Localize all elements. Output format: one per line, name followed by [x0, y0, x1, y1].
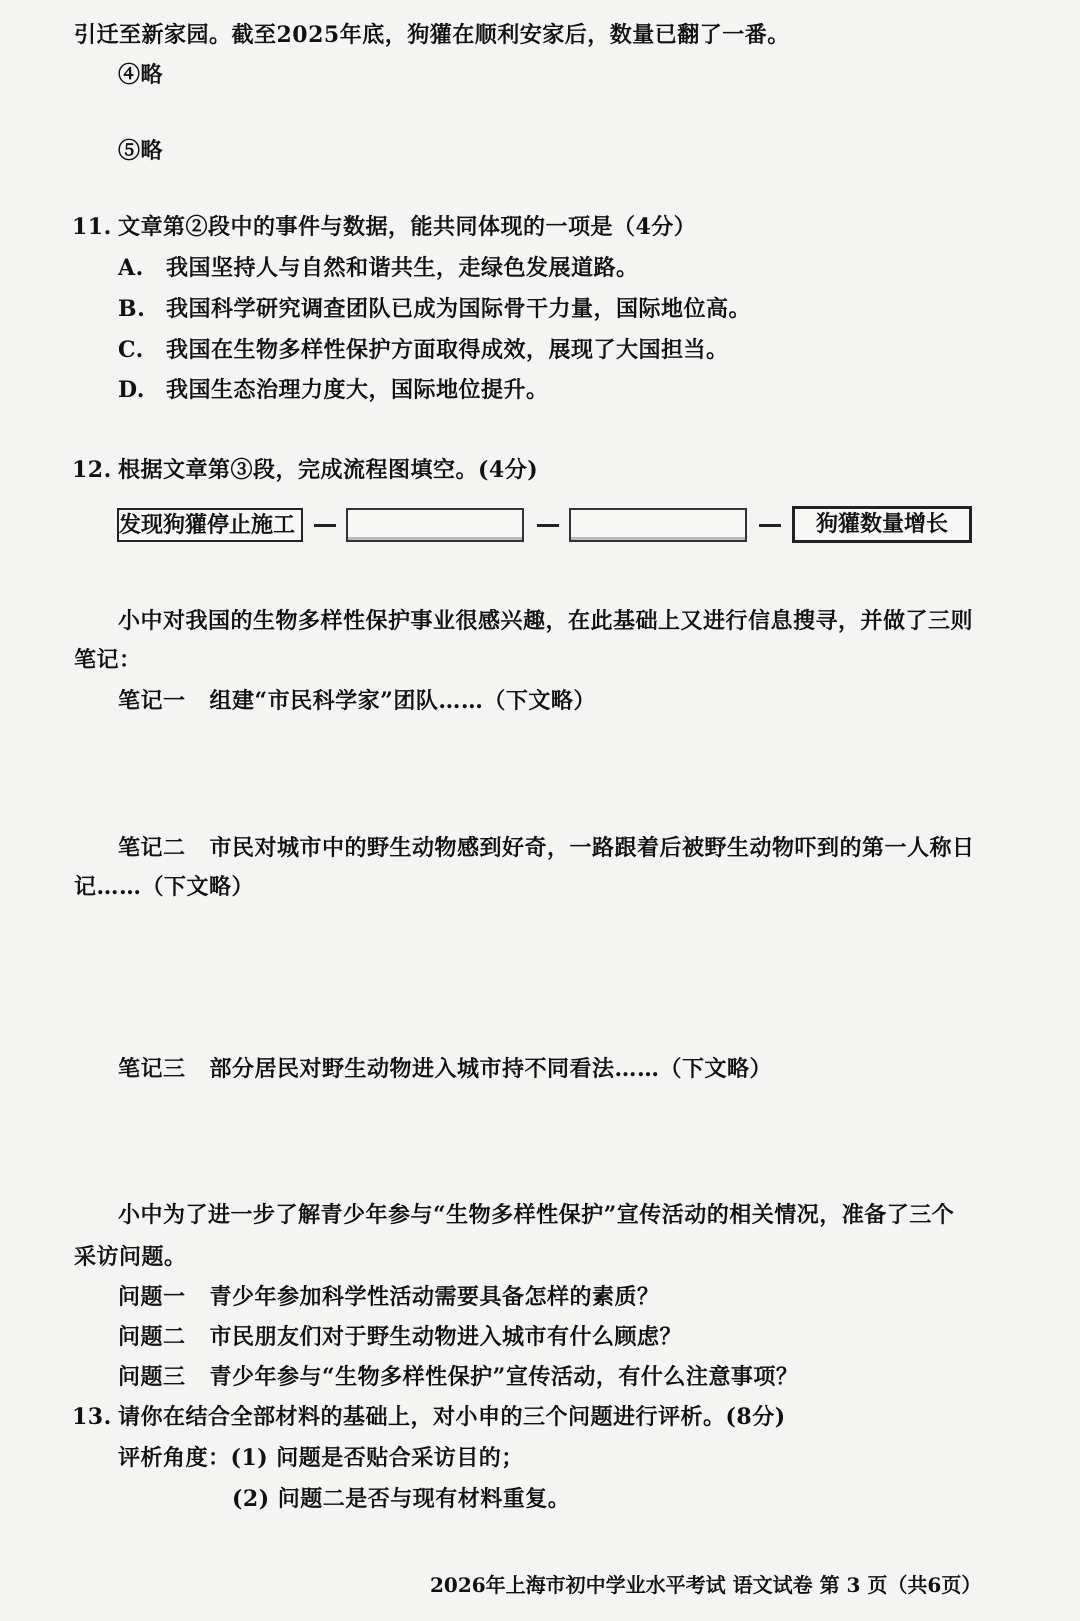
choice-d [118, 375, 549, 405]
choice-letter: B. [118, 296, 146, 322]
note-label: 笔记二 [118, 835, 186, 861]
question-text: 青少年参与“生物多样性保护”宣传活动，有什么注意事项？ [209, 1364, 799, 1390]
evaluation-angle-2: (2) 问题二是否与现有材料重复。 [232, 1486, 571, 1512]
question-label: 问题一 [118, 1284, 186, 1310]
omitted-paragraph-4: ④略 [118, 62, 164, 88]
choice-letter: D. [118, 377, 145, 403]
note-text: 组建“市民科学家”团队……（下文略） [209, 688, 596, 714]
choice-text: 我国科学研究调查团队已成为国际骨干力量，国际地位高。 [166, 296, 752, 322]
question-text: 请你在结合全部材料的基础上，对小申的三个问题进行评析。(8分) [118, 1404, 786, 1430]
flow-blank-1[interactable] [346, 508, 524, 542]
note-label: 笔记一 [118, 688, 186, 714]
question-text: 青少年参加科学性活动需要具备怎样的素质？ [209, 1284, 660, 1310]
evaluation-label: 评析角度： [118, 1445, 231, 1471]
note-label: 笔记三 [118, 1056, 186, 1082]
choice-text: 我国在生物多样性保护方面取得成效，展现了大国担当。 [166, 337, 729, 363]
flow-end-box: 狗獾数量增长 [792, 506, 972, 543]
note-3 [118, 1054, 772, 1084]
question-12-stem [72, 455, 538, 485]
choice-letter: A. [118, 255, 144, 281]
choice-letter: C. [118, 337, 144, 363]
interview-question-1 [118, 1282, 660, 1312]
note-1 [118, 686, 596, 716]
question-label: 问题二 [118, 1324, 186, 1350]
flow-start-box: 发现狗獾停止施工 [117, 508, 303, 542]
flow-blank-2[interactable] [569, 508, 747, 542]
choice-b [118, 294, 751, 324]
notes-intro-line-2: 笔记： [74, 647, 142, 673]
page-footer: 2026年上海市初中学业水平考试 语文试卷 第 3 页（共6页） [430, 1573, 982, 1597]
question-13-stem [72, 1402, 786, 1432]
question-text: 文章第②段中的事件与数据，能共同体现的一项是（4分） [118, 214, 697, 240]
question-label: 问题三 [118, 1364, 186, 1390]
notes-intro-line-1: 小中对我国的生物多样性保护事业很感兴趣，在此基础上又进行信息搜寻，并做了三则 [118, 608, 974, 634]
question-number: 13. [72, 1404, 112, 1430]
interview-question-2 [118, 1322, 682, 1352]
interview-question-3 [118, 1362, 798, 1392]
question-number: 12. [72, 457, 112, 483]
choice-a [118, 253, 639, 283]
note-2 [118, 833, 975, 863]
intro-line: 引迁至新家园。截至2025年底，狗獾在顺利安家后，数量已翻了一番。 [74, 22, 790, 48]
choice-c [118, 335, 729, 365]
question-11-stem [72, 212, 696, 242]
flow-connector [759, 524, 781, 527]
question-number: 11. [72, 214, 112, 240]
evaluation-angle-1 [118, 1443, 524, 1473]
question-text: 市民朋友们对于野生动物进入城市有什么顾虑？ [209, 1324, 683, 1350]
flow-connector [314, 524, 336, 527]
question-text: 根据文章第③段，完成流程图填空。(4分) [118, 457, 539, 483]
choice-text: 我国生态治理力度大，国际地位提升。 [166, 377, 549, 403]
flow-connector [537, 524, 559, 527]
omitted-paragraph-5: ⑤略 [118, 138, 164, 164]
interview-intro-line-1: 小中为了进一步了解青少年参与“生物多样性保护”宣传活动的相关情况，准备了三个 [118, 1202, 955, 1228]
note-text: 市民对城市中的野生动物感到好奇，一路跟着后被野生动物吓到的第一人称日 [209, 835, 975, 861]
interview-intro-line-2: 采访问题。 [74, 1244, 187, 1270]
note-text: 部分居民对野生动物进入城市持不同看法……（下文略） [209, 1056, 773, 1082]
choice-text: 我国坚持人与自然和谐共生，走绿色发展道路。 [166, 255, 639, 281]
evaluation-text: (1) 问题是否贴合采访目的； [230, 1445, 524, 1471]
note-2-continued: 记……（下文略） [74, 874, 255, 900]
